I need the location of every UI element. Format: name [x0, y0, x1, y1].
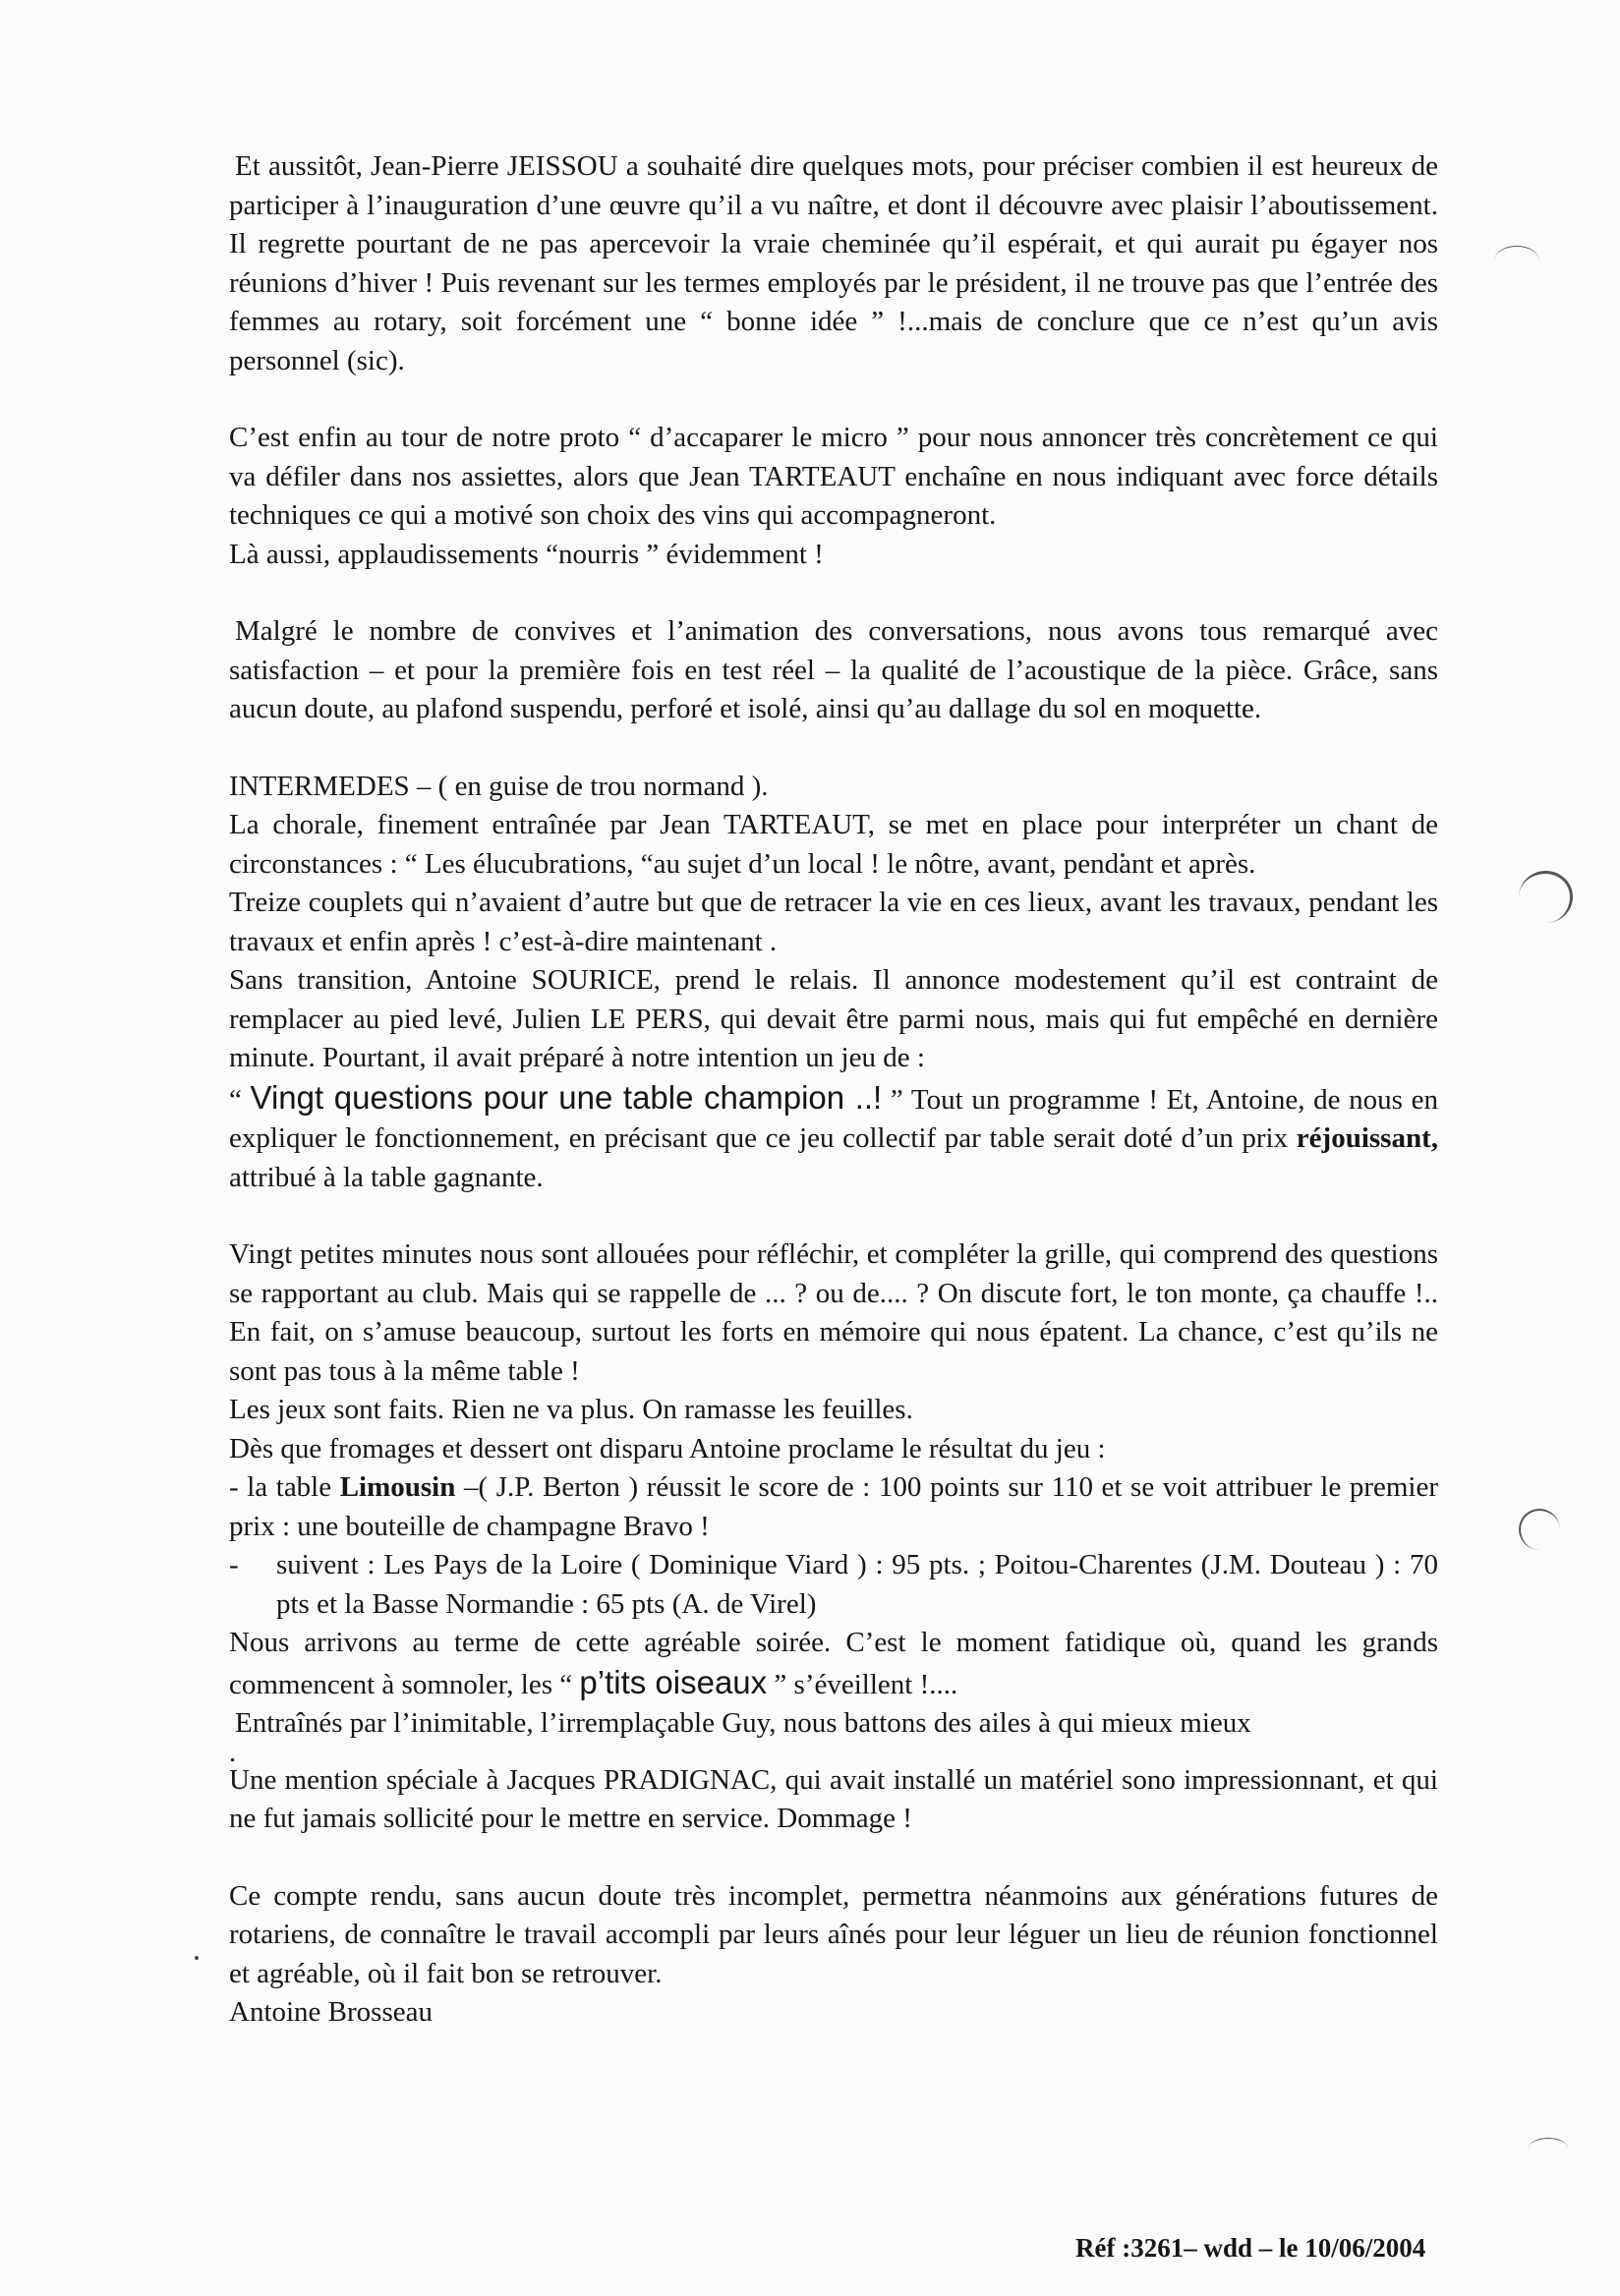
scan-speck: [195, 1956, 199, 1960]
scan-artifact: [1519, 871, 1573, 923]
paragraph-chorale: La chorale, finement entraînée par Jean TARTEAUT, se met en place pour interpréter un chant de circonstances : “ Les élucubrations, “au sujet d’un local ! le nôtre, avant, pendant et après.: [229, 809, 1438, 880]
stray-dot: .: [229, 1736, 237, 1768]
paragraph-applause: Là aussi, applaudissements “nourris ” évidemment !: [229, 538, 824, 570]
game-title: Vingt questions pour une table champion ..!: [250, 1078, 883, 1116]
paragraph-acoustics: Malgré le nombre de convives et l’animation des conversations, nous avons tous remarqué avec satisfaction – et pour la première fois en test réel – la qualité de l’acoustique de la pièce. Grâce, sans aucun doute, au plafond suspendu, perforé et isolé, ainsi qu’au dallage du sol en moquette.: [229, 615, 1438, 724]
list-dash: -: [229, 1549, 239, 1580]
paragraph-guy: Entraînés par l’inimitable, l’irremplaçable Guy, nous battons des ailes à qui mieux mieux: [235, 1707, 1251, 1739]
paragraph-vingt-questions: “ Vingt questions pour une table champion ..! ” Tout un programme ! Et, Antoine, de nous en expliquer le fonctionnement, en précisant que ce jeu collectif par table serait doté d’un prix réjouissant, attribué à la table gagnante.: [229, 1078, 1438, 1193]
ptits-oiseaux: p’tits oiseaux: [579, 1663, 768, 1700]
paragraph-resultat: Dès que fromages et dessert ont disparu Antoine proclame le résultat du jeu :: [229, 1432, 1106, 1464]
paragraph-sourice: Sans transition, Antoine SOURICE, prend le relais. Il annonce modestement qu’il est contraint de remplacer au pied levé, Julien LE PERS, qui devait être parmi nous, mais qui fut empêché en dernière minute. Pourtant, il avait préparé à notre intention un jeu de :: [229, 964, 1438, 1073]
paragraph-game: Vingt petites minutes nous sont allouées pour réfléchir, et compléter la grille, qui comprend des questions se rapportant au club. Mais qui se rappelle de ... ? ou de.... ? On discute fort, le ton monte, ça chauffe !.. En fait, on s’amuse beaucoup, surtout les forts en mémoire qui nous épatent. La chance, c’est qu’ils ne sont pas tous à la même table !: [229, 1238, 1438, 1387]
paragraph-jeissou: Et aussitôt, Jean-Pierre JEISSOU a souhaité dire quelques mots, pour préciser combien il est heureux de participer à l’inauguration d’une œuvre qu’il a vu naître, et dont il découvre avec plaisir l’aboutissement. Il regrette pourtant de ne pas apercevoir la vraie cheminée qu’il espérait, et qui aurait pu égayer nos réunions d’hiver ! Puis revenant sur les termes employés par le président, il ne trouve pas que l’entrée des femmes au rotary, soit forcément une “ bonne idée ” !...mais de conclure que ce n’est qu’un avis personnel (sic).: [229, 150, 1438, 376]
author-signature: Antoine Brosseau: [229, 1996, 433, 2028]
bold-word: réjouissant,: [1296, 1122, 1438, 1154]
scan-artifact: [1529, 2138, 1568, 2158]
letter-body: [229, 147, 1438, 2033]
winning-table: Limousin: [339, 1471, 456, 1503]
paragraph-conclusion: Ce compte rendu, sans aucun doute très incomplet, permettra néanmoins aux générations futures de rotariens, de connaître le travail accompli par leurs aînés pour leur léguer un lieu de réunion fonctionnel et agréable, où il fait bon se retrouver.: [229, 1879, 1438, 1989]
result-others: - suivent : Les Pays de la Loire ( Dominique Viard ) : 95 pts. ; Poitou-Charentes (J.M. Douteau ) : 70 pts et la Basse Normandie : 65 pts (A. de Virel): [229, 1546, 1438, 1624]
paragraph-fin-soiree: Nous arrivons au terme de cette agréable soirée. C’est le moment fatidique où, quand les grands commencent à somnoler, les “ p’tits oiseaux ” s’éveillent !....: [229, 1627, 1438, 1700]
scan-artifact: [1494, 246, 1539, 276]
paragraph-pradignac: Une mention spéciale à Jacques PRADIGNAC, qui avait installé un matériel sono impressionnant, et qui ne fut jamais sollicité pour le mettre en service. Dommage !: [229, 1763, 1438, 1834]
paragraph-couplets: Treize couplets qui n’avaient d’autre but que de retracer la vie en ces lieux, avant les travaux, pendant les travaux et enfin après ! c’est-à-dire maintenant .: [229, 887, 1438, 957]
paragraph-intermedes-title: INTERMEDES – ( en guise de trou normand ).: [229, 770, 769, 802]
reference-footer: Réf :3261– wdd – le 10/06/2004: [1075, 2233, 1426, 2263]
paragraph-proto: C’est enfin au tour de notre proto “ d’accaparer le micro ” pour nous annoncer très concrètement ce qui va défiler dans nos assiettes, alors que Jean TARTEAUT enchaîne en nous indiquant avec force détails techniques ce qui a motivé son choix des vins qui accompagneront.: [229, 422, 1438, 531]
paragraph-jeux-faits: Les jeux sont faits. Rien ne va plus. On ramasse les feuilles.: [229, 1394, 913, 1425]
result-winner: - la table Limousin –( J.P. Berton ) réussit le score de : 100 points sur 110 et se voit attribuer le premier prix : une bouteille de champagne Bravo !: [229, 1471, 1438, 1542]
scan-artifact: [1519, 1509, 1560, 1550]
